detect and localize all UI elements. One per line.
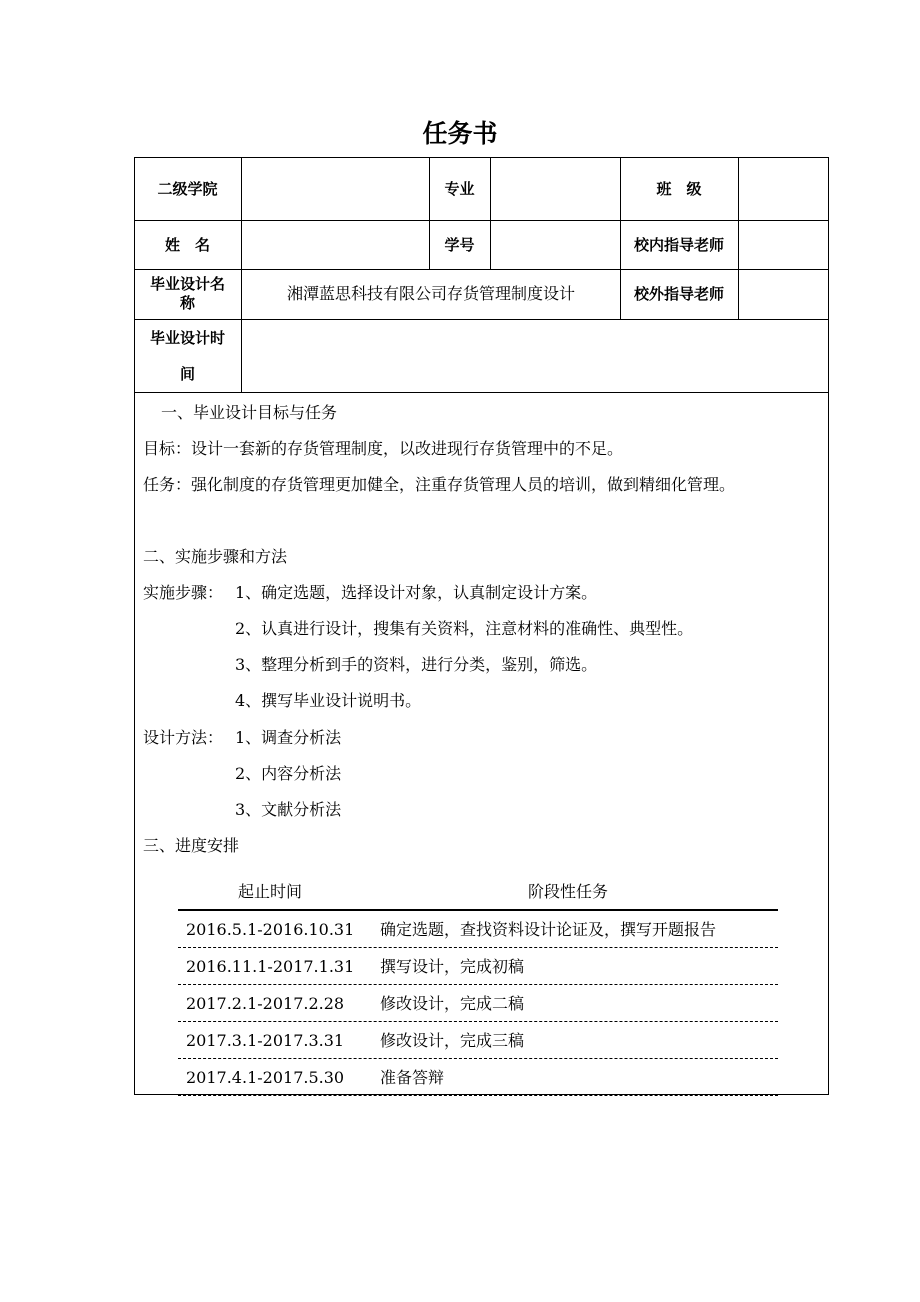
document-title: 任务书 xyxy=(422,119,498,148)
methods-label: 设计方法： xyxy=(143,728,224,747)
student-id-field[interactable] xyxy=(491,220,620,269)
class-field[interactable] xyxy=(739,157,829,220)
design-name-field[interactable]: 湘潭蓝思科技有限公司存货管理制度设计 xyxy=(286,284,575,303)
method-item: 1、调查分析法 xyxy=(235,728,342,747)
section3-heading: 三、进度安排 xyxy=(143,836,240,855)
college-label: 二级学院 xyxy=(157,179,218,198)
goal-text: 目标：设计一套新的存货管理制度，以改进现行存货管理中的不足。 xyxy=(143,439,624,458)
design-name-label xyxy=(134,269,241,319)
table-row xyxy=(178,985,778,1022)
schedule-task: 确定选题，查找资料设计论证及，撰写开题报告 xyxy=(380,920,717,939)
schedule-range: 2017.4.1-2017.5.30 xyxy=(186,1068,345,1087)
section2-heading: 二、实施步骤和方法 xyxy=(143,547,288,566)
student-id-label: 学号 xyxy=(444,235,475,254)
schedule-range: 2016.5.1-2016.10.31 xyxy=(186,920,355,939)
name-field[interactable] xyxy=(242,220,429,269)
schedule-range: 2017.2.1-2017.2.28 xyxy=(186,994,345,1013)
method-item: 3、文献分析法 xyxy=(235,800,342,819)
design-time-field[interactable] xyxy=(242,319,829,392)
inner-advisor-field[interactable] xyxy=(739,220,829,269)
schedule-task: 修改设计，完成二稿 xyxy=(380,994,525,1013)
schedule-col-task: 阶段性任务 xyxy=(528,882,609,901)
table-row xyxy=(178,1022,778,1059)
schedule-task: 准备答辩 xyxy=(380,1068,445,1087)
schedule-range: 2016.11.1-2017.1.31 xyxy=(186,957,355,976)
design-time-label-line1: 毕业设计时 xyxy=(149,328,225,347)
table-row xyxy=(178,911,778,948)
row-divider xyxy=(134,392,829,393)
step-item: 1、确定选题，选择设计对象，认真制定设计方案。 xyxy=(235,583,598,602)
college-field[interactable] xyxy=(242,157,429,220)
section1-heading: 一、毕业设计目标与任务 xyxy=(161,403,338,422)
schedule-task: 撰写设计，完成初稿 xyxy=(380,957,525,976)
schedule-col-time: 起止时间 xyxy=(238,882,303,901)
task-text: 任务：强化制度的存货管理更加健全，注重存货管理人员的培训，做到精细化管理。 xyxy=(143,475,736,494)
schedule-task: 修改设计，完成三稿 xyxy=(380,1031,525,1050)
table-row xyxy=(178,1059,778,1096)
step-item: 2、认真进行设计，搜集有关资料，注意材料的准确性、典型性。 xyxy=(235,619,694,638)
inner-advisor-label: 校内指导老师 xyxy=(633,235,724,254)
major-label: 专业 xyxy=(444,179,475,198)
design-time-label-line2: 间 xyxy=(179,364,195,383)
table-row xyxy=(178,948,778,985)
outer-advisor-field[interactable] xyxy=(739,269,829,319)
method-item: 2、内容分析法 xyxy=(235,764,342,783)
step-item: 4、撰写毕业设计说明书。 xyxy=(235,691,422,710)
step-item: 3、整理分析到手的资料，进行分类，鉴别，筛选。 xyxy=(235,655,598,674)
schedule-range: 2017.3.1-2017.3.31 xyxy=(186,1031,345,1050)
major-field[interactable] xyxy=(491,157,620,220)
design-name-label-line2: 称 xyxy=(179,294,195,312)
class-label: 班 级 xyxy=(656,179,702,198)
design-name-label-line1: 毕业设计名 xyxy=(149,275,225,293)
row-separator xyxy=(178,1095,778,1096)
steps-label: 实施步骤： xyxy=(143,583,224,602)
design-time-label xyxy=(134,319,241,392)
outer-advisor-label: 校外指导老师 xyxy=(633,285,724,303)
name-label: 姓 名 xyxy=(164,235,210,254)
